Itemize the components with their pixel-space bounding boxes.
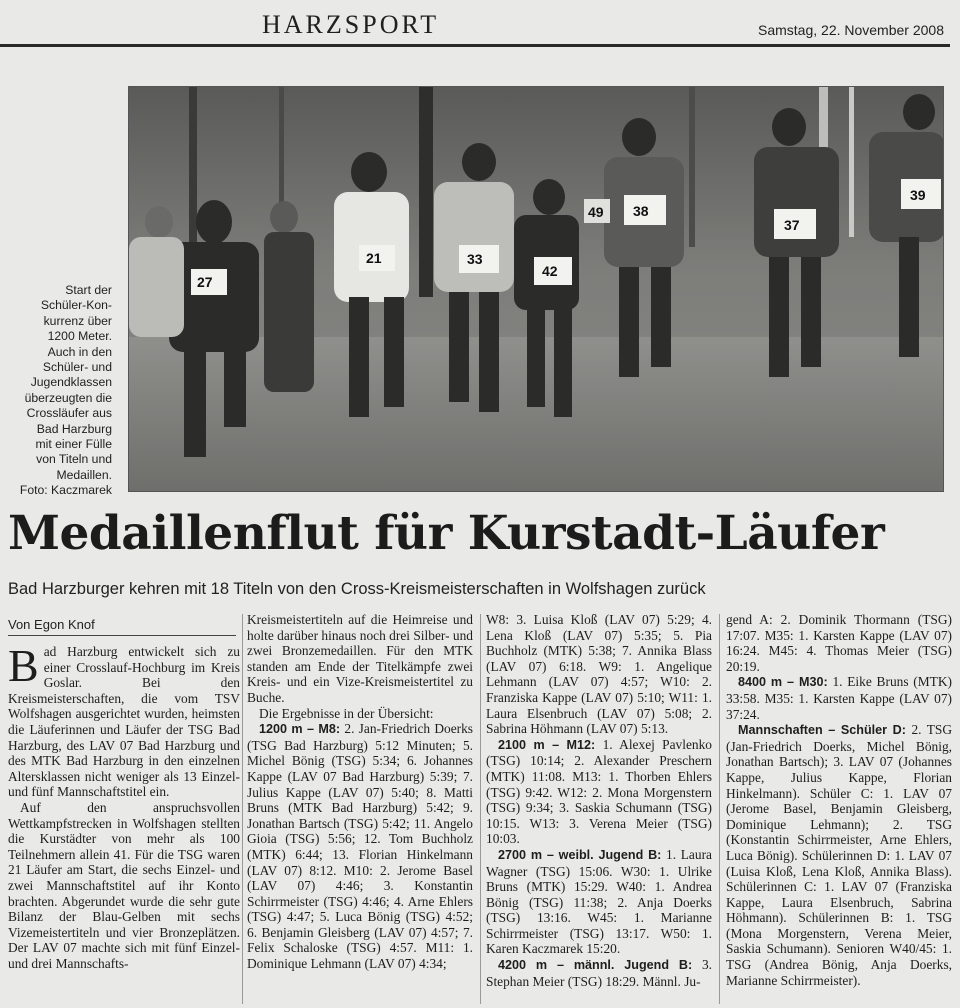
results-heading: 2100 m – M12: <box>498 737 596 752</box>
column-divider <box>719 614 720 1004</box>
header-divider <box>0 44 950 47</box>
caption-line: überzeugten die <box>24 390 112 405</box>
column-divider <box>242 614 243 1004</box>
article-column-1 <box>8 644 240 1004</box>
results-block <box>486 847 712 957</box>
article-column-2 <box>247 612 473 1004</box>
section-title: HARZSPORT <box>262 10 440 39</box>
bib-number: 37 <box>784 217 800 233</box>
caption-line: Schüler- und <box>42 360 112 375</box>
caption-line: Medaillen. <box>56 467 112 482</box>
results-text: 1. Alexej Pavlenko (TSG) 10:14; 2. Alexander Preschern (MTK) 11:08. M13: 1. Thorben Ehlers (TSG) 9:42. W12: 2. Mona Morgenstern (TSG) 9:34; 3. Saskia Schumann (TSG) 10:15. W13: 3. Verena Meier (TSG) 10:03. <box>486 736 712 847</box>
article-headline: Medaillenflut für Kurstadt-Läufer <box>8 506 885 561</box>
results-block <box>247 721 473 972</box>
byline-divider <box>8 635 236 636</box>
bib-number: 38 <box>633 203 649 219</box>
results-block <box>726 674 952 722</box>
results-text: 3. Stephan Meier (TSG) 18:29. Männl. Ju- <box>486 957 712 989</box>
body-paragraph <box>8 644 240 800</box>
article-subheadline: Bad Harzburger kehren mit 18 Titeln von den Cross-Kreismeisterschaften in Wolfshagen zurück <box>8 580 706 598</box>
results-text: gend A: 2. Dominik Thormann (TSG) 17:07. M35: 1. Karsten Kappe (LAV 07) 16:24. M45: 4. Thomas Meier (TSG) 20:19. <box>726 612 952 674</box>
results-heading: Mannschaften – Schüler D: <box>738 723 906 738</box>
caption-line: Schüler-Kon- <box>40 298 112 313</box>
results-block <box>726 722 952 988</box>
caption-line: Jugendklassen <box>30 375 112 390</box>
article-column-3 <box>486 612 712 1004</box>
article-column-4 <box>726 612 952 1004</box>
bib-number: 39 <box>910 187 926 203</box>
photo-caption <box>0 283 112 499</box>
caption-line: Bad Harzburg <box>36 421 112 436</box>
results-text: 1. Eike Bruns (MTK) 33:58. M35: 1. Karsten Kappe (LAV 07) 37:24. <box>726 674 952 722</box>
bib-number: 27 <box>197 274 213 290</box>
caption-line: Foto: Kaczmarek <box>19 483 112 498</box>
drop-cap: B <box>8 644 39 691</box>
caption-line: mit einer Fülle <box>35 437 112 452</box>
race-start-photo <box>128 86 944 492</box>
results-text: 2. Jan-Friedrich Doerks (TSG Bad Harzburg) 5:12 Minuten; 5. Michel Bönig (TSG) 5:34; 6. Johannes Kappe (LAV 07 Bad Harzburg) 5:39; 7. Julius Kappe (LAV 07) 5:40; 8. Matti Bruns (MTK Bad Harzburg) 5:42; 9. Jonathan Bartsch (TSG) 5:42; 11. Angelo Gioia (TSG) 5:56; 12. Tom Buchholz (MTK) 6:44; 13. Florian Hinkelmann (LAV 07) 8:12. M10: 2. Jerome Basel (LAV 07) 4:46; 3. Konstantin Schirrmeister (TSG) 4:46; 4. Arne Ehlers (TSG) 4:47; 5. Luca Bönig (TSG) 4:52; 6. Benjamin Gleisberg (LAV 07) 4:57; 7. Felix Schaloske (TSG) 4:57. M11: 1. Dominique Lehmann (LAV 07) 4:34; <box>247 721 473 972</box>
bib-number: 33 <box>467 251 483 267</box>
caption-line: Auch in den <box>47 344 112 359</box>
bib-number: 42 <box>542 263 558 279</box>
results-heading: 8400 m – M30: <box>738 675 828 690</box>
results-block <box>486 957 712 989</box>
results-text: 1. Laura Wagner (TSG) 15:06. W30: 1. Ulrike Bruns (MTK) 15:29. W40: 1. Andrea Bönig (TSG) 11:38; 2. Anja Doerks (TSG) 13:16. W45: 1. Marianne Schirrmeister (TSG) 13:17. W50: 1. Karen Kaczmarek 15:20. <box>486 846 712 957</box>
body-paragraph: Auf den anspruchsvollen Wettkampfstrecken in Wolfshagen stellten die Kurstädter von mehr als 100 Teilnehmern allein 41. Für die TSG waren 21 Läufer am Start, die sechs Einzel- und zwei Mannschaftstitel auf ihr Konto brachten. Abgerundet wurde die sehr gute Bilanz der Blau-Gelben mit sechs Vizemeistertiteln und vier Bronzeplätzen. Der LAV 07 machte sich mit fünf Einzel- und drei Mannschafts- <box>8 799 240 971</box>
issue-date: Samstag, 22. November 2008 <box>758 22 944 38</box>
results-block <box>486 737 712 847</box>
paragraph-text: ad Harzburg entwickelt sich zu einer Crosslauf-Hochburg im Kreis Goslar. Bei den Kreismeisterschaften, die vom TSV Wolfshagen ausgerichtet wurden, heimsten die Läuferinnen und Läufer der TSG Bad Harzburg, des LAV 07 Bad Harzburg und des MTK Bad Harzburg in den einzelnen Altersklassen nicht weniger als 13 Einzel- und fünf Mannschaftstitel ein. <box>8 644 240 800</box>
column-divider <box>480 614 481 1004</box>
caption-line: Crossläufer aus <box>26 406 112 421</box>
results-heading: 1200 m – M8: <box>259 722 341 737</box>
caption-line: 1200 Meter. <box>47 329 112 344</box>
results-text: 2. TSG (Jan-Friedrich Doerks, Michel Bönig, Jonathan Bartsch); 3. LAV 07 (Johannes Kappe, Julius Kappe, Florian Hinkelmann). Schüler C: 1. LAV 07 (Jerome Basel, Benjamin Gleisberg, Dominique Lehmann); 2. TSG (Konstantin Schirrmeister, Arne Ehlers, Luca Bönig). Schülerinnen D: 1. LAV 07 (Luisa Kloß, Lena Kloß, Annika Blass). Schülerinnen C: 1. LAV 07 (Franziska Kappe, Laura Elsenbruch, Sabrina Höhmann). Schülerinnen B: 1. TSG (Mona Morgenstern, Verena Meier, Saskia Schumann). Senioren W40/45: 1. TSG (Andrea Bönig, Anja Doerks, Marianne Schirrmeister). <box>726 722 952 988</box>
bib-number: 21 <box>366 250 382 266</box>
results-text: W8: 3. Luisa Kloß (LAV 07) 5:29; 4. Lena Kloß (LAV 07) 5:35; 5. Pia Buchholz (MTK) 5:38; 7. Annika Blass (LAV 07) 6:18. W9: 1. Angelique Lehmann (LAV 07) 4:57; W10: 2. Franziska Kappe (LAV 07) 5:10; W11: 1. Laura Elsenbruch (LAV 07) 5:08; 2. Sabrina Höhmann (LAV 07) 5:13. <box>486 612 712 737</box>
caption-line: kurrenz über <box>43 313 112 328</box>
results-heading: 4200 m – männl. Jugend B: <box>498 958 693 973</box>
caption-line: Start der <box>65 283 112 297</box>
bib-number: 49 <box>588 204 604 220</box>
caption-line: von Titeln und <box>36 452 112 467</box>
byline: Von Egon Knof <box>8 617 95 632</box>
body-paragraph: Die Ergebnisse in der Übersicht: <box>259 705 434 721</box>
body-paragraph: Kreismeistertiteln auf die Heimreise und holte darüber hinaus noch drei Silber- und zwei Bronzemedaillen. Für den MTK standen am Ende der Titelkämpfe zwei Kreis- und ein Vize-Kreismeistertitel zu Buche. <box>247 612 473 705</box>
results-heading: 2700 m – weibl. Jugend B: <box>498 847 662 862</box>
